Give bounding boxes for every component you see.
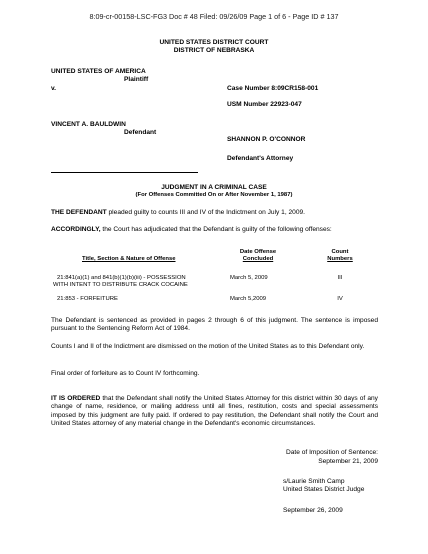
header-offense-title: Title, Section & Nature of Offense xyxy=(82,256,176,262)
order-text: that the Defendant shall notify the United States Attorney for this district within 30 days of any change of name, residence, or mailing address until all fines, restitution, costs and special assessments imposed by this judgment are fully paid. If ordered to pay restitution, the Defendant shall notify the Court and United States attorney of any material change in the Defendant's economic circumstances. xyxy=(51,395,378,428)
header-count-line2: Numbers xyxy=(327,256,353,262)
offense-row-1-line2: WITH INTENT TO DISTRIBUTE CRACK COCAINE xyxy=(53,282,188,288)
offense-row-2-count: IV xyxy=(337,296,343,302)
versus: v. xyxy=(51,85,57,92)
defendant-name: VINCENT A. BAULDWIN xyxy=(51,121,126,128)
offense-row-1-line1: 21:841(a)(1) and 841(b)(1)(b)(iii) - POSSESSION xyxy=(57,275,186,281)
plaintiff-name: UNITED STATES OF AMERICA xyxy=(51,68,146,75)
order-lead: IT IS ORDERED xyxy=(51,395,101,402)
header-count-line1: Count xyxy=(331,249,349,255)
court-name: UNITED STATES DISTRICT COURT xyxy=(159,39,269,46)
notification-order-paragraph xyxy=(51,395,378,429)
forfeiture-paragraph: Final order of forfeiture as to Count IV forthcoming. xyxy=(51,370,200,377)
judgment-title: JUDGMENT IN A CRIMINAL CASE xyxy=(161,184,267,191)
offense-row-1-date: March 5, 2009 xyxy=(230,275,268,281)
plea-statement xyxy=(51,209,305,217)
case-number: Case Number 8:09CR158-001 xyxy=(227,85,319,92)
defendant-role: Defendant xyxy=(124,129,157,136)
dismissal-paragraph: Counts I and II of the Indictment are dismissed on the motion of the United States as to this Defendant only. xyxy=(51,343,365,350)
adjudication-lead: ACCORDINGLY, xyxy=(51,226,101,233)
header-date-line1: Date Offense xyxy=(239,249,277,255)
header-date-line2: Concluded xyxy=(242,256,274,262)
offense-row-1-count: III xyxy=(337,275,343,281)
imposition-date: September 21, 2009 xyxy=(318,458,378,465)
plea-text: pleaded guilty to counts III and IV of the Indictment on July 1, 2009. xyxy=(106,209,305,216)
usm-number: USM Number 22923-047 xyxy=(227,101,302,108)
attorney-role: Defendant's Attorney xyxy=(227,155,294,162)
document-header: 8:09-cr-00158-LSC-FG3 Doc # 48 Filed: 09/26/09 Page 1 of 6 - Page ID # 137 xyxy=(89,12,339,21)
offense-row-2-line1: 21:853 - FORFEITURE xyxy=(57,296,118,302)
judge-signature: s/Laurie Smith Camp xyxy=(283,478,345,485)
signed-date: September 26, 2009 xyxy=(283,507,343,514)
caption-divider xyxy=(51,172,198,173)
adjudication-statement xyxy=(51,226,332,234)
adjudication-text: the Court has adjudicated that the Defendant is guilty of the following offenses: xyxy=(100,226,332,233)
attorney-name: SHANNON P. O'CONNOR xyxy=(227,136,306,143)
judgment-subtitle: (For Offenses Committed On or After November 1, 1987) xyxy=(135,192,293,198)
sentencing-paragraph: The Defendant is sentenced as provided in pages 2 through 6 of this judgment. The sentence is imposed pursuant to the Sentencing Reform Act of 1984. xyxy=(51,317,378,333)
imposition-label: Date of Imposition of Sentence: xyxy=(285,449,378,456)
offense-row-2-date: March 5,2009 xyxy=(230,296,267,302)
plaintiff-role: Plaintiff xyxy=(124,76,149,83)
plea-lead: THE DEFENDANT xyxy=(51,209,107,216)
court-district: DISTRICT OF NEBRASKA xyxy=(173,47,255,54)
judge-title: United States District Judge xyxy=(283,486,365,493)
